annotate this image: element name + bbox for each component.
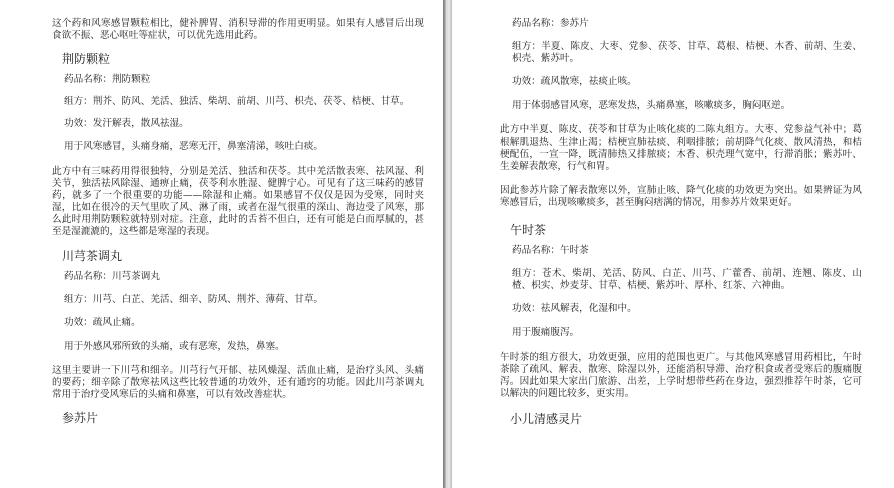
drug-name-jingfang: 药品名称：荆防颗粒	[64, 74, 151, 86]
drug-effect-jingfang: 功效：发汗解表，散风祛湿。	[64, 118, 189, 130]
left-page	[0, 0, 443, 488]
heading-shensu: 参苏片	[62, 410, 99, 425]
paragraph-intro: 这个药和风寒感冒颗粒相比，健补脾胃、消积导滞的作用更明显。如果有人感冒后出现食欲不振、恶心呕吐等症状，可以优先选用此药。	[52, 18, 424, 42]
drug-formula-wushicha: 组方：苍术、柴胡、羌活、防风、白芷、川芎、广藿香、前胡、连翘、陈皮、山楂、枳实、炒麦芽、甘草、桔梗、紫苏叶、厚朴、红茶、六神曲。	[512, 268, 862, 292]
drug-name-chuanxiong: 药品名称：川芎茶调丸	[64, 271, 160, 283]
left-page-content	[52, 0, 424, 426]
drug-effect-wushicha: 功效：祛风解表，化湿和中。	[512, 303, 637, 315]
drug-formula-jingfang: 组方：荆芥、防风、羌活、独活、柴胡、前胡、川芎、枳壳、茯苓、桔梗、甘草。	[64, 96, 410, 108]
paragraph-wushicha-explain: 午时茶的组方很大，功效更强，应用的范围也更广。与其他风寒感冒用药相比，午时茶除了疏风、解表、散寒、除湿以外，还能消积导滞、治疗积食或者受寒后的腹痛腹泻。因此如果大家出门旅游、出差，上学时想带些药在身边，强烈推荐午时茶，它可以解决的问题比较多，更实用。	[500, 351, 862, 399]
drug-usage-jingfang: 用于风寒感冒，头痛身痛，恶寒无汗，鼻塞清涕，咳吐白痰。	[64, 141, 324, 153]
right-page-content	[500, 0, 862, 427]
paragraph-shensu-summary: 因此参苏片除了解表散寒以外，宣肺止咳、降气化痰的功效更为突出。如果辨证为风寒感冒后，出现咳嗽痰多，甚至胸闷痞满的情况，用参苏片效果更好。	[500, 184, 862, 208]
heading-wushicha: 午时茶	[510, 223, 547, 238]
drug-effect-shensu: 功效：疏风散寒，祛痰止咳。	[512, 76, 637, 88]
heading-jingfang: 荆防颗粒	[62, 52, 111, 67]
right-page	[452, 0, 894, 488]
paragraph-jingfang-explain: 此方中有三味药用得很独特，分别是羌活、独活和茯苓。其中羌活散表寒、祛风湿、利关节，独活祛风除湿、通痹止痛，茯苓利水胜湿、健脾宁心。可见有了这三味药的感冒药，就多了一个很重要的功能——除湿和止痛。如果感冒不仅仅是因为受寒，同时夹湿，比如在很冷的天气里吹了风、淋了雨，或者在湿气很重的深山、海边受了风寒，那么此时用荆防颗粒就特别对症。注意，此时的舌苔不但白，还有可能是白而厚腻的，甚至是湿漉漉的，这些都是寒湿的表现。	[52, 165, 424, 238]
drug-name-wushicha: 药品名称：午时茶	[512, 245, 589, 257]
drug-formula-chuanxiong: 组方：川芎、白芷、羌活、细辛、防风、荆芥、薄荷、甘草。	[64, 294, 324, 306]
drug-usage-shensu: 用于体弱感冒风寒，恶寒发热，头痛鼻塞，咳嗽痰多，胸闷呕逆。	[512, 100, 791, 112]
page-divider	[443, 0, 452, 488]
drug-name-shensu: 药品名称：参苏片	[512, 18, 589, 29]
heading-chuanxiong: 川芎茶调丸	[62, 249, 123, 264]
drug-formula-shensu: 组方：半夏、陈皮、大枣、党参、茯苓、甘草、葛根、桔梗、木香、前胡、生姜、枳壳、紫苏叶。	[512, 41, 862, 65]
drug-usage-chuanxiong: 用于外感风邪所致的头痛，或有恶寒，发热，鼻塞。	[64, 341, 285, 353]
paragraph-shensu-explain: 此方中半夏、陈皮、茯苓和甘草为止咳化痰的二陈丸组方。大枣、党参益气补中；葛根解肌退热、生津止渴；桔梗宣肺祛痰、利咽排脓；前胡降气化痰、散风清热，和桔梗配伍，一宣一降，既清肺热又排脓痰；木香、枳壳理气宽中，行滞消胀；紫苏叶、生姜解表散寒，行气和胃。	[500, 124, 862, 172]
drug-effect-chuanxiong: 功效：疏风止痛。	[64, 317, 141, 329]
heading-xiaoer: 小儿清感灵片	[510, 411, 583, 426]
paragraph-chuanxiong-explain: 这里主要讲一下川芎和细辛。川芎行气开郁、祛风燥湿、活血止痛，是治疗头风、头痛的要药；细辛除了散寒祛风这些比较普通的功效外，还有通窍的功能。因此川芎茶调丸常用于治疗受风寒后的头痛和鼻塞，可以有效改善症状。	[52, 364, 424, 400]
drug-usage-wushicha: 用于腹痛腹泻。	[512, 327, 580, 339]
